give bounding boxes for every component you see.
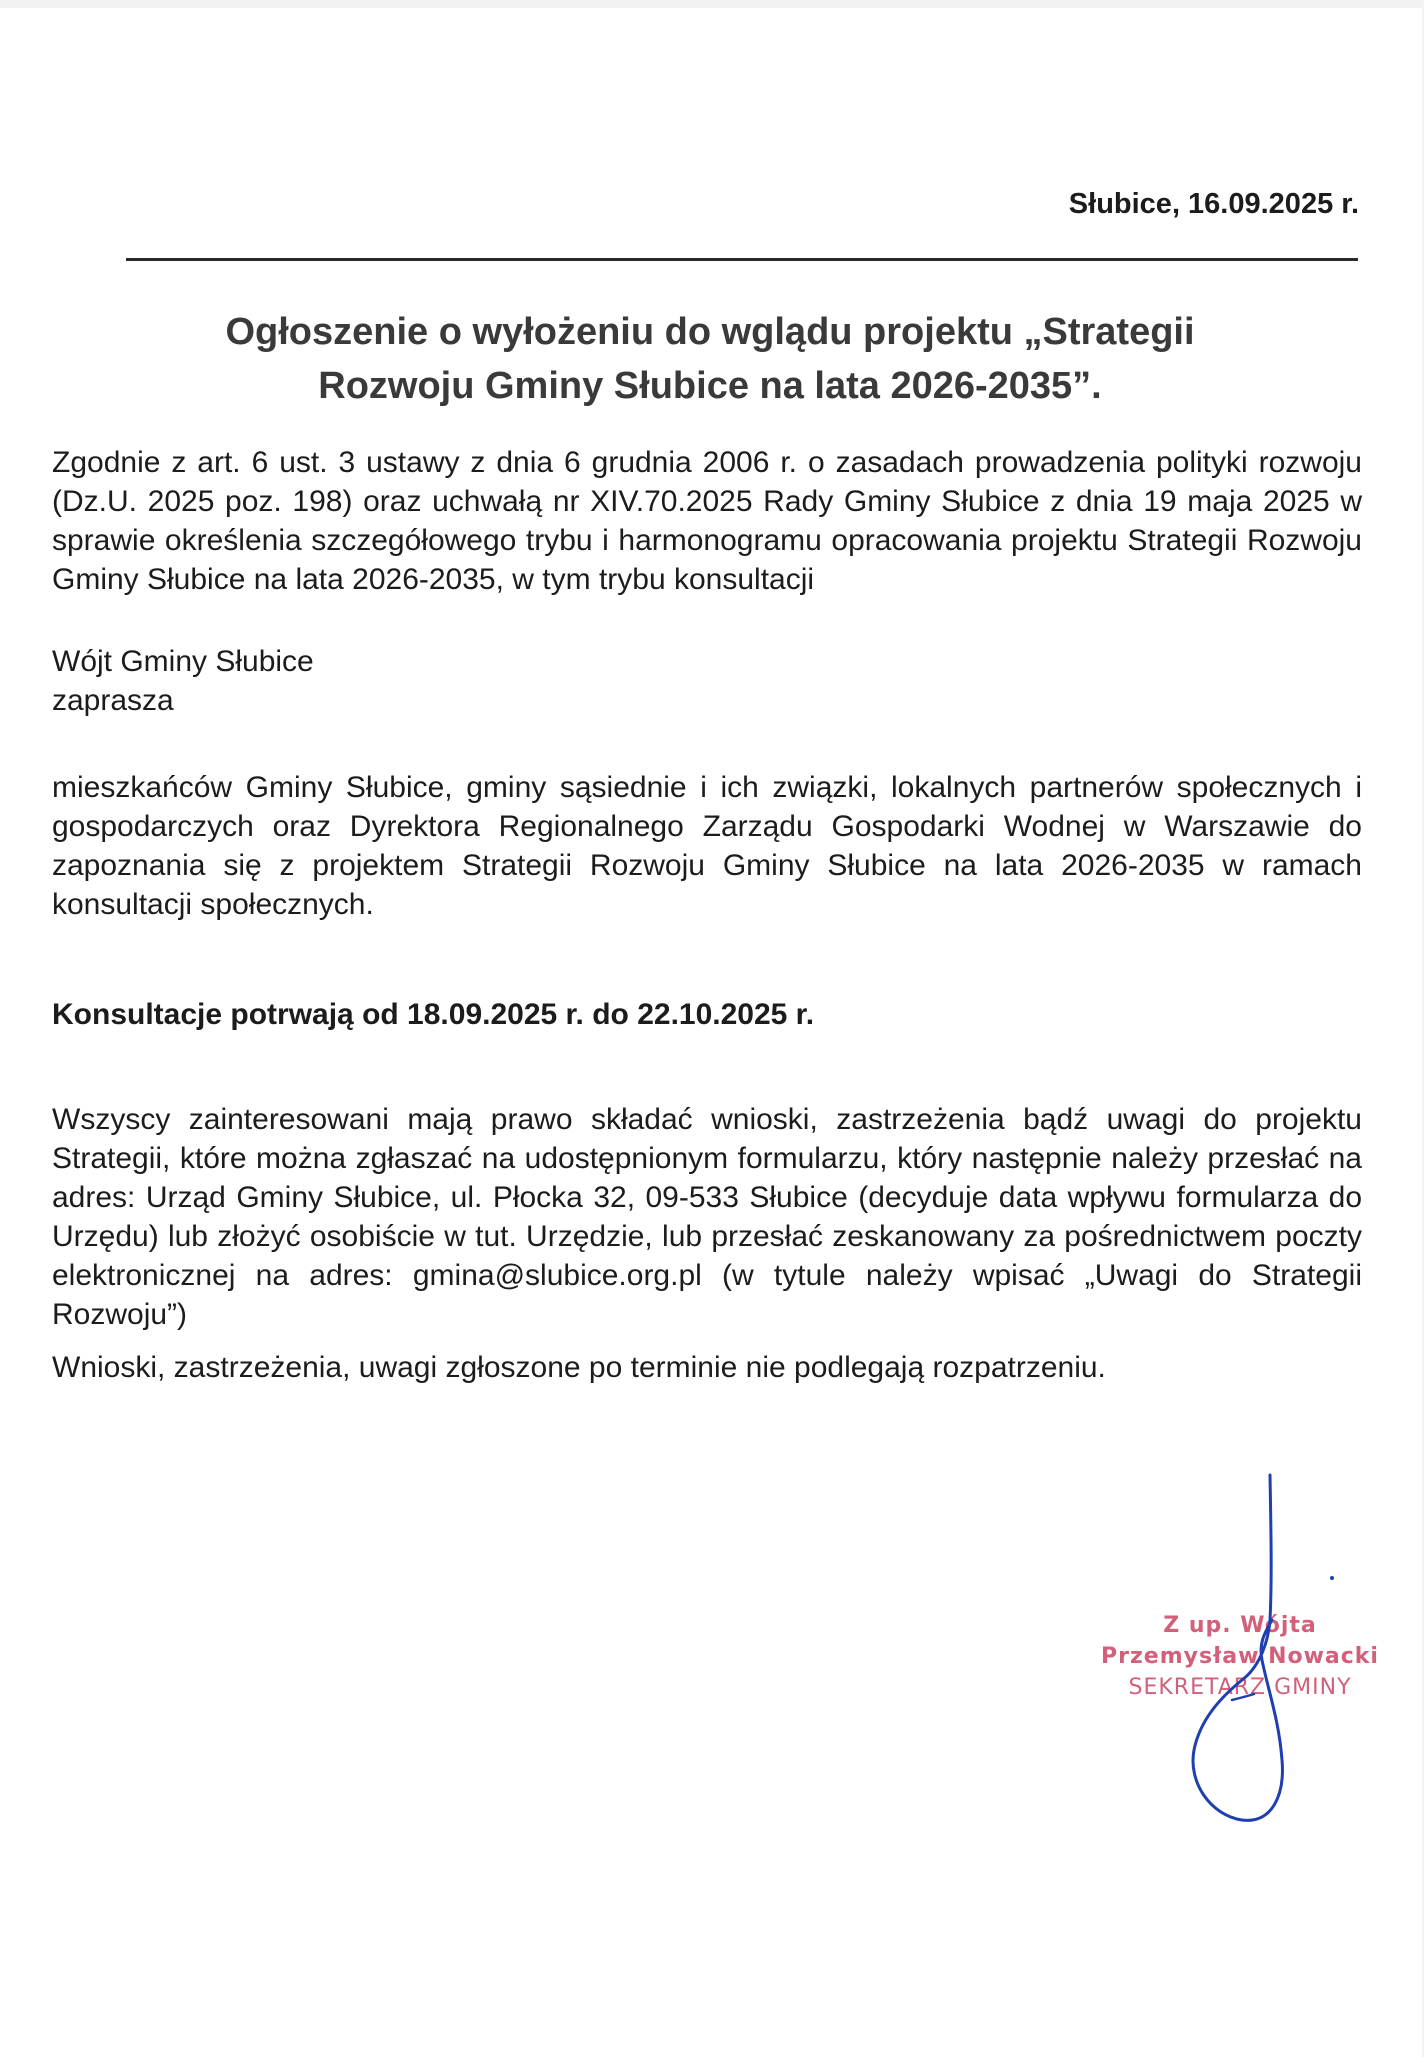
wojt-name: Wójt Gminy Słubice [52,645,314,678]
legal-basis-paragraph: Zgodnie z art. 6 ust. 3 ustawy z dnia 6 grudnia 2006 r. o zasadach prowadzenia polityki rozwoju (Dz.U. 2025 poz. 198) oraz uchwałą nr XIV.70.2025 Rady Gminy Słubice z dnia 19 maja 2025 w sprawie określenia szczegółowego trybu i harmonogramu opracowania projektu Strategii Rozwoju Gminy Słubice na lata 2026-2035, w tym trybu konsultacji [52,446,1362,596]
title-line-2: Rozwoju Gminy Słubice na lata 2026-2035”. [318,365,1102,407]
late-submissions-note: Wnioski, zastrzeżenia, uwagi zgłoszone po terminie nie podlegają rozpatrzeniu. [52,1351,1106,1384]
stamp-line-1: Z up. Wójta [1163,1613,1317,1638]
scan-border [0,0,1424,8]
header-rule [126,258,1358,261]
document-date: Słubice, 16.09.2025 r. [1068,188,1359,220]
consultation-dates: Konsultacje potrwają od 18.09.2025 r. do 22.10.2025 r. [52,998,815,1031]
stamp-line-3: SEKRETARZ GMINY [1128,1675,1352,1700]
invitation-paragraph: mieszkańców Gminy Słubice, gminy sąsiednie i ich związki, lokalnych partnerów społecznych i gospodarczych oraz Dyrektora Regionalnego Zarządu Gospodarki Wodnej w Warszawie do zapoznania się z projektem Strategii Rozwoju Gminy Słubice na lata 2026-2035 w ramach konsultacji społecznych. [52,771,1362,921]
invites-word: zaprasza [52,684,174,717]
wojt-invitation [52,642,1362,720]
title-line-1: Ogłoszenie o wyłożeniu do wglądu projektu „Strategii [225,311,1195,353]
document-title [120,305,1300,413]
submission-paragraph: Wszyscy zainteresowani mają prawo składać wnioski, zastrzeżenia bądź uwagi do projektu Strategii, które można zgłaszać na udostępnionym formularzu, który następnie należy przesłać na adres: Urząd Gminy Słubice, ul. Płocka 32, 09-533 Słubice (decyduje data wpływu formularza do Urzędu) lub złożyć osobiście w tut. Urzędzie, lub przesłać zeskanowany za pośrednictwem poczty elektronicznej na adres: gmina@slubice.org.pl (w tytule należy wpisać „Uwagi do Strategii Rozwoju”) [52,1103,1362,1331]
handwritten-signature [1150,1470,1350,1830]
stamp-line-2: Przemysław Nowacki [1101,1644,1379,1669]
